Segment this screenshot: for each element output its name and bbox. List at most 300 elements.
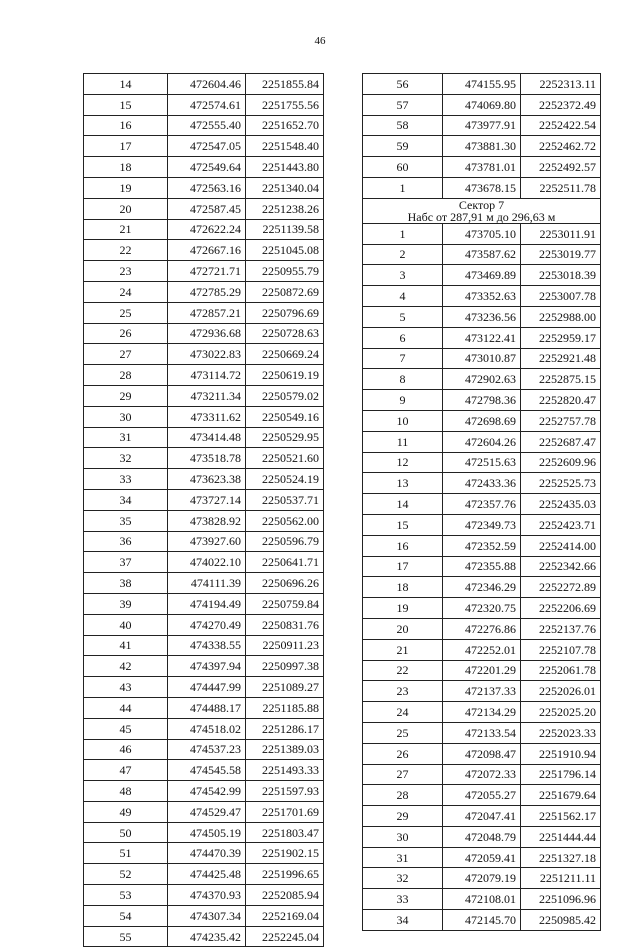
y-coordinate-cell: 2250728.63: [246, 323, 324, 344]
x-coordinate-cell: 474307.34: [168, 905, 246, 926]
y-coordinate-cell: 2251855.84: [246, 74, 324, 95]
point-number-cell: 6: [363, 327, 443, 348]
y-coordinate-cell: 2251389.03: [246, 739, 324, 760]
y-coordinate-cell: 2252875.15: [521, 369, 601, 390]
point-number-cell: 59: [363, 136, 443, 157]
point-number-cell: 30: [84, 406, 168, 427]
y-coordinate-cell: 2251803.47: [246, 822, 324, 843]
x-coordinate-cell: 473211.34: [168, 385, 246, 406]
x-coordinate-cell: 474545.58: [168, 760, 246, 781]
x-coordinate-cell: 472667.16: [168, 240, 246, 261]
table-row: [363, 847, 601, 868]
point-number-cell: 18: [84, 157, 168, 178]
y-coordinate-cell: 2251796.14: [521, 764, 601, 785]
x-coordinate-cell: 474069.80: [443, 94, 521, 115]
x-coordinate-cell: 472798.36: [443, 390, 521, 411]
y-coordinate-cell: 2252492.57: [521, 157, 601, 178]
point-number-cell: 20: [84, 198, 168, 219]
y-coordinate-cell: 2252245.04: [246, 926, 324, 947]
x-coordinate-cell: 472133.54: [443, 722, 521, 743]
point-number-cell: 16: [363, 535, 443, 556]
table-row: [84, 677, 324, 698]
table-row: [363, 764, 601, 785]
y-coordinate-cell: 2252169.04: [246, 905, 324, 926]
y-coordinate-cell: 2251493.33: [246, 760, 324, 781]
y-coordinate-cell: 2250985.42: [521, 910, 601, 931]
point-number-cell: 39: [84, 593, 168, 614]
x-coordinate-cell: 473518.78: [168, 448, 246, 469]
x-coordinate-cell: 474338.55: [168, 635, 246, 656]
x-coordinate-cell: 474537.23: [168, 739, 246, 760]
y-coordinate-cell: 2252372.49: [521, 94, 601, 115]
point-number-cell: 33: [84, 469, 168, 490]
point-number-cell: 52: [84, 864, 168, 885]
y-coordinate-cell: 2251902.15: [246, 843, 324, 864]
table-row: [363, 431, 601, 452]
table-row: [363, 785, 601, 806]
x-coordinate-cell: 474397.94: [168, 656, 246, 677]
x-coordinate-cell: 472785.29: [168, 281, 246, 302]
table-row: [363, 826, 601, 847]
point-number-cell: 38: [84, 573, 168, 594]
x-coordinate-cell: 472604.46: [168, 74, 246, 95]
y-coordinate-cell: 2251238.26: [246, 198, 324, 219]
table-row: [363, 577, 601, 598]
point-number-cell: 9: [363, 390, 443, 411]
x-coordinate-cell: 474194.49: [168, 593, 246, 614]
y-coordinate-cell: 2252462.72: [521, 136, 601, 157]
x-coordinate-cell: 472108.01: [443, 889, 521, 910]
table-row: [84, 801, 324, 822]
x-coordinate-cell: 472547.05: [168, 136, 246, 157]
y-coordinate-cell: 2252609.96: [521, 452, 601, 473]
table-row: [363, 390, 601, 411]
table-row: [84, 177, 324, 198]
table-row: [363, 681, 601, 702]
y-coordinate-cell: 2250596.79: [246, 531, 324, 552]
x-coordinate-cell: 472936.68: [168, 323, 246, 344]
x-coordinate-cell: 472698.69: [443, 410, 521, 431]
x-coordinate-cell: 472587.45: [168, 198, 246, 219]
table-row: [363, 136, 601, 157]
table-row: [84, 94, 324, 115]
table-row: [363, 743, 601, 764]
table-row: [363, 157, 601, 178]
x-coordinate-cell: 472346.29: [443, 577, 521, 598]
point-number-cell: 32: [84, 448, 168, 469]
x-coordinate-cell: 473587.62: [443, 244, 521, 265]
x-coordinate-cell: 472563.16: [168, 177, 246, 198]
table-row: [363, 494, 601, 515]
table-row: [84, 593, 324, 614]
y-coordinate-cell: 2251679.64: [521, 785, 601, 806]
x-coordinate-cell: 472320.75: [443, 598, 521, 619]
y-coordinate-cell: 2252422.54: [521, 115, 601, 136]
x-coordinate-cell: 472902.63: [443, 369, 521, 390]
y-coordinate-cell: 2253019.77: [521, 244, 601, 265]
point-number-cell: 19: [84, 177, 168, 198]
y-coordinate-cell: 2252137.76: [521, 618, 601, 639]
point-number-cell: 47: [84, 760, 168, 781]
table-row: [84, 739, 324, 760]
y-coordinate-cell: 2252687.47: [521, 431, 601, 452]
point-number-cell: 35: [84, 510, 168, 531]
y-coordinate-cell: 2251701.69: [246, 801, 324, 822]
table-row: [84, 302, 324, 323]
table-row: [84, 219, 324, 240]
y-coordinate-cell: 2252757.78: [521, 410, 601, 431]
point-number-cell: 15: [84, 94, 168, 115]
y-coordinate-cell: 2250759.84: [246, 593, 324, 614]
table-row: [363, 473, 601, 494]
x-coordinate-cell: 474447.99: [168, 677, 246, 698]
table-row: [84, 281, 324, 302]
point-number-cell: 55: [84, 926, 168, 947]
x-coordinate-cell: 473927.60: [168, 531, 246, 552]
coordinates-table-left: [83, 73, 324, 947]
y-coordinate-cell: 2252061.78: [521, 660, 601, 681]
y-coordinate-cell: 2250562.00: [246, 510, 324, 531]
point-number-cell: 33: [363, 889, 443, 910]
sector-subtitle: Набс от 287,91 м до 296,63 м: [407, 209, 556, 224]
point-number-cell: 15: [363, 514, 443, 535]
y-coordinate-cell: 2252026.01: [521, 681, 601, 702]
x-coordinate-cell: 474542.99: [168, 781, 246, 802]
point-number-cell: 26: [84, 323, 168, 344]
point-number-cell: 37: [84, 552, 168, 573]
table-row: [84, 656, 324, 677]
table-row: [84, 240, 324, 261]
point-number-cell: 18: [363, 577, 443, 598]
point-number-cell: 5: [363, 306, 443, 327]
point-number-cell: 24: [84, 281, 168, 302]
y-coordinate-cell: 2251910.94: [521, 743, 601, 764]
point-number-cell: 41: [84, 635, 168, 656]
table-row: [84, 885, 324, 906]
x-coordinate-cell: 474022.10: [168, 552, 246, 573]
table-row: [84, 905, 324, 926]
point-number-cell: 43: [84, 677, 168, 698]
x-coordinate-cell: 474235.42: [168, 926, 246, 947]
y-coordinate-cell: 2252988.00: [521, 306, 601, 327]
x-coordinate-cell: 474505.19: [168, 822, 246, 843]
table-row: [363, 177, 601, 198]
table-row: [84, 157, 324, 178]
table-row: [363, 348, 601, 369]
point-number-cell: 31: [363, 847, 443, 868]
point-number-cell: 19: [363, 598, 443, 619]
x-coordinate-cell: 472137.33: [443, 681, 521, 702]
table-row: [84, 531, 324, 552]
coordinates-table-right: [362, 73, 601, 931]
table-row: [84, 469, 324, 490]
point-number-cell: 27: [84, 344, 168, 365]
point-number-cell: 36: [84, 531, 168, 552]
y-coordinate-cell: 2251562.17: [521, 806, 601, 827]
y-coordinate-cell: 2252206.69: [521, 598, 601, 619]
y-coordinate-cell: 2250537.71: [246, 489, 324, 510]
point-number-cell: 50: [84, 822, 168, 843]
y-coordinate-cell: 2252921.48: [521, 348, 601, 369]
y-coordinate-cell: 2252414.00: [521, 535, 601, 556]
y-coordinate-cell: 2251548.40: [246, 136, 324, 157]
x-coordinate-cell: 472433.36: [443, 473, 521, 494]
y-coordinate-cell: 2253007.78: [521, 286, 601, 307]
y-coordinate-cell: 2250641.71: [246, 552, 324, 573]
x-coordinate-cell: 473705.10: [443, 223, 521, 244]
table-row: [363, 702, 601, 723]
y-coordinate-cell: 2252511.78: [521, 177, 601, 198]
point-number-cell: 21: [84, 219, 168, 240]
table-row: [363, 327, 601, 348]
table-row: [84, 781, 324, 802]
point-number-cell: 57: [363, 94, 443, 115]
point-number-cell: 48: [84, 781, 168, 802]
x-coordinate-cell: 472048.79: [443, 826, 521, 847]
y-coordinate-cell: 2251089.27: [246, 677, 324, 698]
sector-header: [363, 198, 601, 223]
x-coordinate-cell: 472134.29: [443, 702, 521, 723]
y-coordinate-cell: 2253011.91: [521, 223, 601, 244]
table-row: [363, 806, 601, 827]
table-row: [84, 427, 324, 448]
y-coordinate-cell: 2251211.11: [521, 868, 601, 889]
point-number-cell: 1: [363, 177, 443, 198]
y-coordinate-cell: 2250579.02: [246, 385, 324, 406]
y-coordinate-cell: 2251652.70: [246, 115, 324, 136]
x-coordinate-cell: 473352.63: [443, 286, 521, 307]
point-number-cell: 30: [363, 826, 443, 847]
x-coordinate-cell: 472574.61: [168, 94, 246, 115]
point-number-cell: 27: [363, 764, 443, 785]
point-number-cell: 3: [363, 265, 443, 286]
point-number-cell: 25: [363, 722, 443, 743]
y-coordinate-cell: 2251327.18: [521, 847, 601, 868]
y-coordinate-cell: 2252107.78: [521, 639, 601, 660]
point-number-cell: 54: [84, 905, 168, 926]
x-coordinate-cell: 472059.41: [443, 847, 521, 868]
x-coordinate-cell: 473010.87: [443, 348, 521, 369]
point-number-cell: 12: [363, 452, 443, 473]
y-coordinate-cell: 2251996.65: [246, 864, 324, 885]
y-coordinate-cell: 2252085.94: [246, 885, 324, 906]
x-coordinate-cell: 472145.70: [443, 910, 521, 931]
table-row: [363, 556, 601, 577]
table-row: [84, 198, 324, 219]
table-row: [84, 760, 324, 781]
x-coordinate-cell: 472555.40: [168, 115, 246, 136]
point-number-cell: 51: [84, 843, 168, 864]
y-coordinate-cell: 2251755.56: [246, 94, 324, 115]
y-coordinate-cell: 2252272.89: [521, 577, 601, 598]
x-coordinate-cell: 473122.41: [443, 327, 521, 348]
y-coordinate-cell: 2251444.44: [521, 826, 601, 847]
x-coordinate-cell: 473623.38: [168, 469, 246, 490]
page-number: 46: [314, 35, 326, 47]
x-coordinate-cell: 472857.21: [168, 302, 246, 323]
x-coordinate-cell: 474425.48: [168, 864, 246, 885]
x-coordinate-cell: 472355.88: [443, 556, 521, 577]
table-row: [363, 598, 601, 619]
y-coordinate-cell: 2250997.38: [246, 656, 324, 677]
point-number-cell: 2: [363, 244, 443, 265]
table-row: [363, 410, 601, 431]
table-row: [84, 448, 324, 469]
x-coordinate-cell: 472072.33: [443, 764, 521, 785]
table-row: [84, 115, 324, 136]
point-number-cell: 40: [84, 614, 168, 635]
x-coordinate-cell: 472252.01: [443, 639, 521, 660]
y-coordinate-cell: 2252023.33: [521, 722, 601, 743]
table-row: [84, 552, 324, 573]
x-coordinate-cell: 473881.30: [443, 136, 521, 157]
x-coordinate-cell: 473727.14: [168, 489, 246, 510]
table-row: [84, 635, 324, 656]
x-coordinate-cell: 472604.26: [443, 431, 521, 452]
table-row: [363, 868, 601, 889]
table-row: [84, 864, 324, 885]
y-coordinate-cell: 2252959.17: [521, 327, 601, 348]
y-coordinate-cell: 2252025.20: [521, 702, 601, 723]
y-coordinate-cell: 2251139.58: [246, 219, 324, 240]
point-number-cell: 23: [84, 261, 168, 282]
table-row: [363, 722, 601, 743]
table-row: [84, 406, 324, 427]
point-number-cell: 20: [363, 618, 443, 639]
point-number-cell: 53: [84, 885, 168, 906]
point-number-cell: 45: [84, 718, 168, 739]
y-coordinate-cell: 2250529.95: [246, 427, 324, 448]
point-number-cell: 16: [84, 115, 168, 136]
point-number-cell: 31: [84, 427, 168, 448]
table-row: [84, 136, 324, 157]
x-coordinate-cell: 473977.91: [443, 115, 521, 136]
x-coordinate-cell: 473022.83: [168, 344, 246, 365]
point-number-cell: 11: [363, 431, 443, 452]
table-row: [363, 910, 601, 931]
x-coordinate-cell: 472055.27: [443, 785, 521, 806]
point-number-cell: 10: [363, 410, 443, 431]
point-number-cell: 44: [84, 697, 168, 718]
x-coordinate-cell: 472079.19: [443, 868, 521, 889]
table-row: [84, 323, 324, 344]
table-row: [84, 614, 324, 635]
y-coordinate-cell: 2250619.19: [246, 365, 324, 386]
table-row: [84, 510, 324, 531]
table-row: [84, 489, 324, 510]
y-coordinate-cell: 2252525.73: [521, 473, 601, 494]
y-coordinate-cell: 2251443.80: [246, 157, 324, 178]
table-row: [363, 265, 601, 286]
table-row: [363, 223, 601, 244]
table-row: [84, 822, 324, 843]
x-coordinate-cell: 473114.72: [168, 365, 246, 386]
table-row: [363, 115, 601, 136]
x-coordinate-cell: 472201.29: [443, 660, 521, 681]
y-coordinate-cell: 2250872.69: [246, 281, 324, 302]
x-coordinate-cell: 472515.63: [443, 452, 521, 473]
x-coordinate-cell: 472352.59: [443, 535, 521, 556]
x-coordinate-cell: 474270.49: [168, 614, 246, 635]
y-coordinate-cell: 2250524.19: [246, 469, 324, 490]
point-number-cell: 42: [84, 656, 168, 677]
x-coordinate-cell: 473311.62: [168, 406, 246, 427]
y-coordinate-cell: 2252313.11: [521, 74, 601, 95]
y-coordinate-cell: 2250955.79: [246, 261, 324, 282]
x-coordinate-cell: 474155.95: [443, 74, 521, 95]
x-coordinate-cell: 473414.48: [168, 427, 246, 448]
table-row: [363, 74, 601, 95]
x-coordinate-cell: 472622.24: [168, 219, 246, 240]
y-coordinate-cell: 2250796.69: [246, 302, 324, 323]
point-number-cell: 60: [363, 157, 443, 178]
table-row: [84, 261, 324, 282]
x-coordinate-cell: 474470.39: [168, 843, 246, 864]
x-coordinate-cell: 474529.47: [168, 801, 246, 822]
sector-title: Сектор 7: [458, 197, 505, 212]
x-coordinate-cell: 472357.76: [443, 494, 521, 515]
point-number-cell: 7: [363, 348, 443, 369]
table-row: [84, 74, 324, 95]
point-number-cell: 25: [84, 302, 168, 323]
table-row: [84, 385, 324, 406]
table-row: [363, 660, 601, 681]
point-number-cell: 13: [363, 473, 443, 494]
y-coordinate-cell: 2251340.04: [246, 177, 324, 198]
x-coordinate-cell: 472349.73: [443, 514, 521, 535]
point-number-cell: 34: [363, 910, 443, 931]
y-coordinate-cell: 2253018.39: [521, 265, 601, 286]
table-row: [363, 244, 601, 265]
x-coordinate-cell: 473828.92: [168, 510, 246, 531]
table-row: [84, 697, 324, 718]
table-row: [363, 94, 601, 115]
x-coordinate-cell: 472721.71: [168, 261, 246, 282]
table-row: [84, 573, 324, 594]
point-number-cell: 22: [363, 660, 443, 681]
y-coordinate-cell: 2252435.03: [521, 494, 601, 515]
point-number-cell: 17: [363, 556, 443, 577]
table-row: [84, 926, 324, 947]
point-number-cell: 46: [84, 739, 168, 760]
x-coordinate-cell: 472098.47: [443, 743, 521, 764]
table-row: [363, 639, 601, 660]
point-number-cell: 26: [363, 743, 443, 764]
y-coordinate-cell: 2250696.26: [246, 573, 324, 594]
table-row: [84, 718, 324, 739]
x-coordinate-cell: 474488.17: [168, 697, 246, 718]
x-coordinate-cell: 472276.86: [443, 618, 521, 639]
point-number-cell: 28: [84, 365, 168, 386]
table-row: [363, 618, 601, 639]
point-number-cell: 14: [84, 74, 168, 95]
y-coordinate-cell: 2251286.17: [246, 718, 324, 739]
x-coordinate-cell: 473678.15: [443, 177, 521, 198]
point-number-cell: 58: [363, 115, 443, 136]
y-coordinate-cell: 2250549.16: [246, 406, 324, 427]
point-number-cell: 24: [363, 702, 443, 723]
table-row: [363, 369, 601, 390]
point-number-cell: 1: [363, 223, 443, 244]
table-row: [84, 365, 324, 386]
point-number-cell: 8: [363, 369, 443, 390]
y-coordinate-cell: 2251597.93: [246, 781, 324, 802]
point-number-cell: 32: [363, 868, 443, 889]
table-row: [363, 535, 601, 556]
point-number-cell: 34: [84, 489, 168, 510]
y-coordinate-cell: 2252820.47: [521, 390, 601, 411]
point-number-cell: 49: [84, 801, 168, 822]
